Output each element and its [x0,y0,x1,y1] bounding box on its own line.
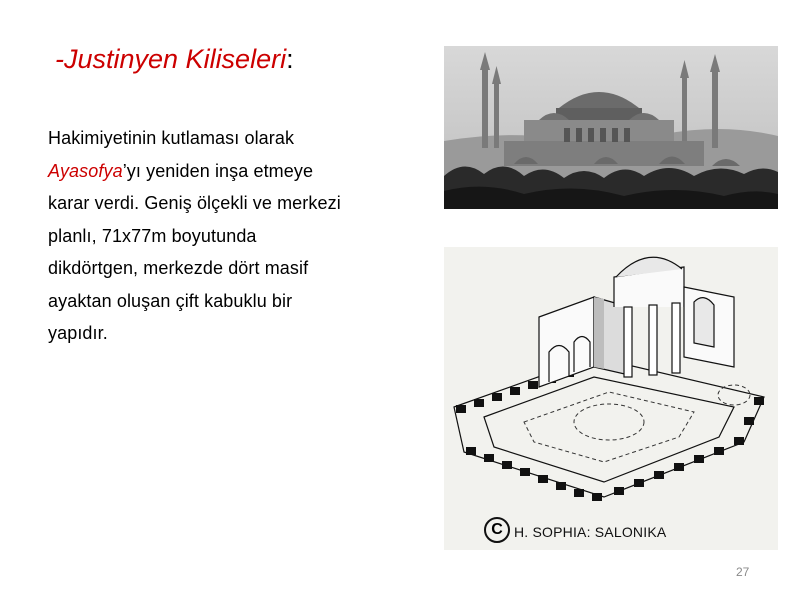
page-number: 27 [736,565,750,579]
slide-title [55,44,294,75]
body-line-7: yapıdır. [48,323,108,343]
body-line-6: ayaktan oluşan çift kabuklu bir [48,290,293,311]
body-line-4: planlı, 71x77m boyutunda [48,225,257,246]
hagia-sophia-photo [444,46,778,209]
body-accent-term: Ayasofya [48,160,123,181]
body-paragraph [48,122,418,350]
body-line-3: karar verdi. Geniş ölçekli ve merkezi [48,193,341,213]
copyright-c-badge: C [484,517,510,543]
slide-title-colon: : [286,44,294,74]
body-line-5: dikdörtgen, merkezde dört masif [48,258,309,278]
plan-caption: H. SOPHIA: SALONIKA [514,524,667,540]
salonika-axonometric-plan [444,247,778,550]
body-line-2-rest: ’yı yeniden inşa etmeye [122,160,314,181]
slide-title-text: -Justinyen Kiliseleri [55,44,287,74]
body-line-2 [48,155,418,188]
body-line-1: Hakimiyetinin kutlaması olarak [48,128,295,148]
